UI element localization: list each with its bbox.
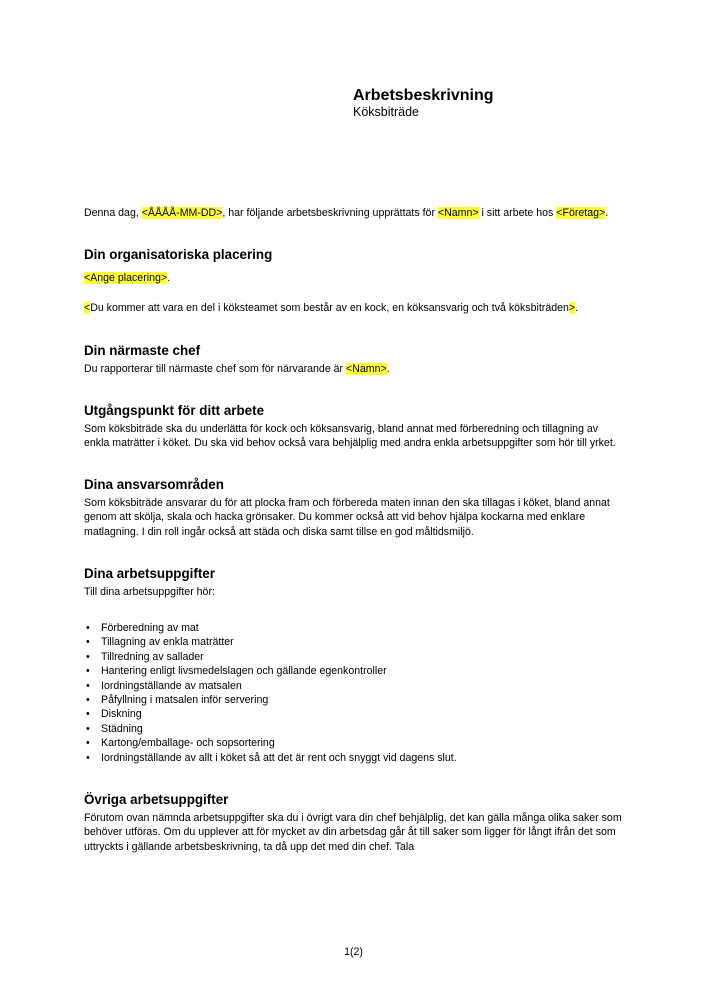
page-number: 1(2) [344, 946, 363, 958]
other-paragraph: Förutom ovan nämnda arbetsuppgifter ska du i övrigt vara din chef behjälplig, det kan gälla många olika saker som behöver utföras. Om du upplever att för mycket av din arbetsdag går åt till saker som ligger för långt ifrån det som uttryckts i gällande arbetsbeskrivning, ta då upp det med din chef. Tala [84, 812, 622, 853]
section-placement [84, 246, 624, 315]
list-item: • Hantering enligt livsmedelslagen och gällande egenkontroller [84, 664, 624, 678]
document-body [84, 206, 624, 854]
section-heading: Dina arbetsuppgifter [84, 565, 215, 581]
manager-paragraph [84, 362, 624, 376]
tasks-intro: Till dina arbetsuppgifter hör: [84, 585, 215, 598]
section-heading: Övriga arbetsuppgifter [84, 792, 229, 808]
intro-paragraph [84, 206, 624, 220]
basis-paragraph: Som köksbiträde ska du underlätta för kock och köksansvarig, bland annat med förberedning och tillagning av enkla maträtter i köket. Du ska vid behov också vara behjälplig med andra enkla arbetsuppgifter som hör till yrket. [84, 422, 616, 450]
name-placeholder: <Namn> [437, 207, 479, 219]
open-bracket: < [84, 302, 91, 315]
section-basis [84, 402, 624, 450]
list-item: • Iordningställande av allt i köket så att det är rent och snyggt vid dagens slut. [84, 751, 624, 765]
manager-name-placeholder: <Namn> [346, 362, 387, 375]
placement-placeholder: <Ange placering> [84, 272, 168, 285]
section-heading: Din närmaste chef [84, 342, 201, 358]
date-placeholder: <ÅÅÅÅ-MM-DD> [141, 207, 223, 219]
intro-text-4: . [605, 207, 609, 219]
placement-text: Du kommer att vara en del i köksteamet som består av en kock, en köksansvarig och två köksbiträden [90, 302, 569, 315]
close-bracket: > [568, 302, 576, 315]
section-other [84, 791, 624, 854]
tasks-list [84, 621, 624, 765]
list-item: • Tillagning av enkla maträtter [84, 635, 624, 649]
list-item: • Kartong/emballage- och sopsortering [84, 736, 624, 750]
manager-end: . [386, 362, 390, 375]
list-item: • Tillredning av sallader [84, 650, 624, 664]
document-subtitle: Köksbiträde [353, 105, 420, 119]
company-placeholder: <Företag> [556, 207, 606, 219]
manager-text: Du rapporterar till närmaste chef som för närvarande är [84, 362, 347, 375]
section-manager [84, 342, 624, 376]
intro-text-2: , har följande arbetsbeskrivning upprättats för [222, 207, 438, 219]
list-item: • Diskning [84, 707, 624, 721]
section-tasks [84, 565, 624, 765]
section-heading: Utgångspunkt för ditt arbete [84, 402, 265, 418]
list-item: • Städning [84, 722, 624, 736]
intro-text-1: Denna dag, [84, 207, 142, 219]
section-heading: Dina ansvarsområden [84, 477, 224, 493]
list-item: • Förberedning av mat [84, 621, 624, 635]
intro-text-3: i sitt arbete hos [478, 207, 557, 219]
section-responsibilities [84, 476, 624, 539]
list-item: • Påfyllning i matsalen inför servering [84, 693, 624, 707]
section-heading: Din organisatoriska placering [84, 247, 273, 263]
document-title: Arbetsbeskrivning [353, 87, 494, 104]
responsibilities-paragraph: Som köksbiträde ansvarar du för att plocka fram och förbereda maten innan den ska tillagas i köket, bland annat genom att skölja, skala och hacka grönsaker. Du kommer också att vid behov hjälpa kockarna med enklare matlagning. I din roll ingår också att städa och diska samt tillse en god måltidsmiljö. [84, 497, 610, 538]
list-item: • Iordningställande av matsalen [84, 679, 624, 693]
placement-placeholder-paragraph [84, 271, 624, 285]
title-block [353, 86, 493, 120]
placement-period: . [167, 272, 171, 285]
placement-description [84, 301, 624, 315]
placement-end: . [575, 302, 579, 315]
